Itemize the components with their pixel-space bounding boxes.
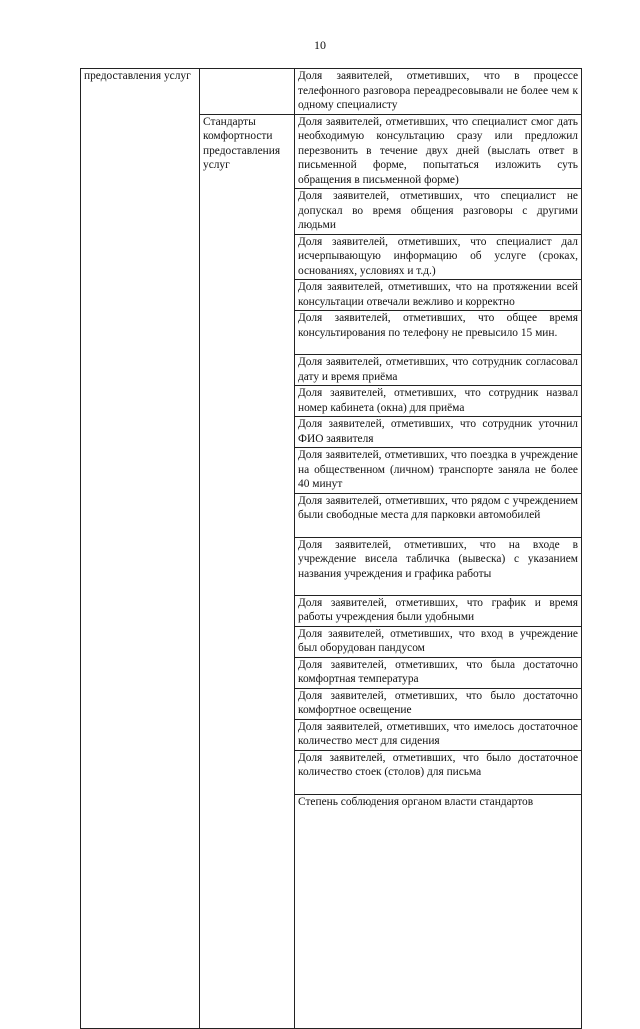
indicator-cell: Доля заявителей, отметивших, что специалист не допускал во время общения разговоры с другими людьми bbox=[295, 189, 582, 235]
criterion-cell: Степень соблюдения органом власти стандартов bbox=[295, 794, 582, 1028]
indicator-cell: Доля заявителей, отметивших, что график и время работы учреждения были удобными bbox=[295, 595, 582, 626]
standards-table bbox=[80, 68, 582, 1029]
indicator-cell: Доля заявителей, отметивших, что на протяжении всей консультации отвечали вежливо и корректно bbox=[295, 280, 582, 311]
indicator-cell: Доля заявителей, отметивших, что специалист дал исчерпывающую информацию об услуге (сроках, основаниях, условиях и т.д.) bbox=[295, 234, 582, 280]
table-row bbox=[81, 69, 582, 115]
indicator-cell: Доля заявителей, отметивших, что на входе в учреждение висела табличка (вывеска) с указанием названия учреждения и графика работы bbox=[295, 537, 582, 595]
indicator-cell: Доля заявителей, отметивших, что было достаточное количество стоек (столов) для письма bbox=[295, 750, 582, 794]
indicator-cell: Доля заявителей, отметивших, что поездка в учреждение на общественном (личном) транспорте заняла не более 40 минут bbox=[295, 448, 582, 494]
indicator-cell: Доля заявителей, отметивших, что сотрудник согласовал дату и время приёма bbox=[295, 355, 582, 386]
indicator-cell: Доля заявителей, отметивших, что вход в учреждение был оборудован пандусом bbox=[295, 626, 582, 657]
indicator-cell: Доля заявителей, отметивших, что в процессе телефонного разговора переадресовывали не более чем к одному специалисту bbox=[295, 69, 582, 115]
indicator-cell: Доля заявителей, отметивших, что было достаточно комфортное освещение bbox=[295, 688, 582, 719]
page-number: 10 bbox=[314, 38, 326, 52]
empty-cell bbox=[200, 69, 295, 115]
indicator-cell: Доля заявителей, отметивших, что была достаточно комфортная температура bbox=[295, 657, 582, 688]
indicator-cell: Доля заявителей, отметивших, что специалист смог дать необходимую консультацию сразу или предложил перезвонить в течение двух дней (выслать ответ в письменной форме, попытаться изложить суть обращения в письменной форме) bbox=[295, 114, 582, 189]
standard-cell: Стандарты комфортности предоставления услуг bbox=[200, 114, 295, 1028]
indicator-cell: Доля заявителей, отметивших, что рядом с учреждением были свободные места для парковки автомобилей bbox=[295, 493, 582, 537]
indicator-cell: Доля заявителей, отметивших, что сотрудник назвал номер кабинета (окна) для приёма bbox=[295, 386, 582, 417]
indicator-cell: Доля заявителей, отметивших, что сотрудник уточнил ФИО заявителя bbox=[295, 417, 582, 448]
criterion-cell: предоставления услуг bbox=[81, 69, 200, 1029]
indicator-cell: Доля заявителей, отметивших, что общее время консультирования по телефону не превысило 15 мин. bbox=[295, 311, 582, 355]
indicator-cell: Доля заявителей, отметивших, что имелось достаточное количество мест для сидения bbox=[295, 719, 582, 750]
